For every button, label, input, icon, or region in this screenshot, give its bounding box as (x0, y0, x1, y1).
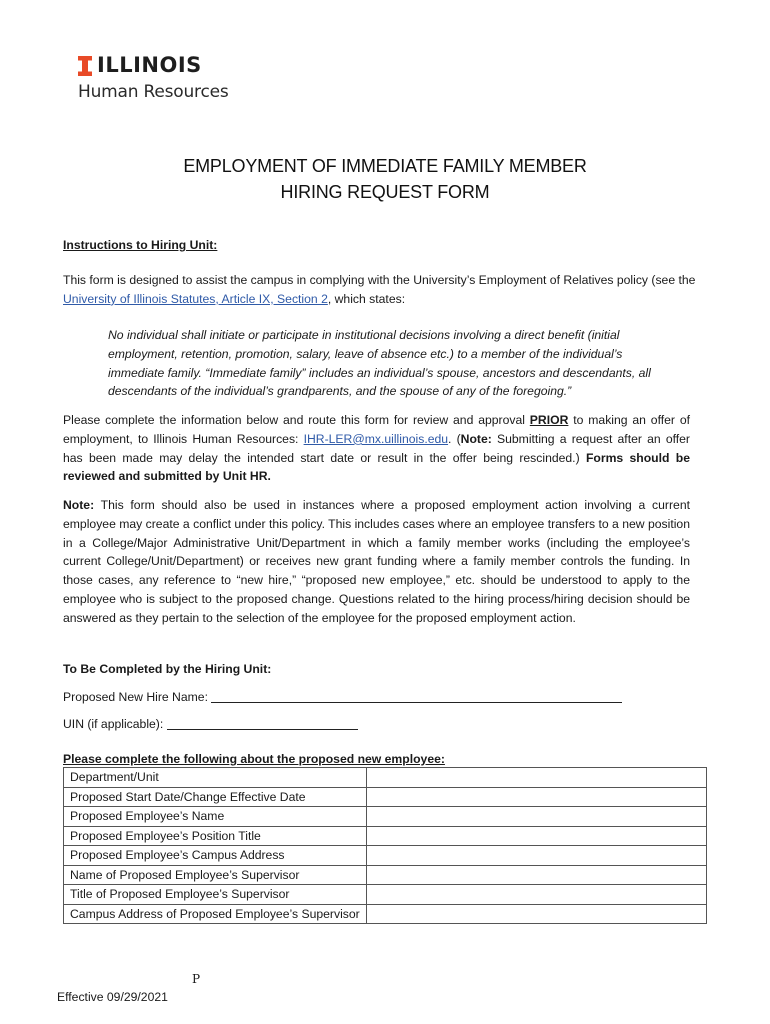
new-hire-name-row (63, 688, 690, 707)
row-value-cell[interactable] (367, 865, 707, 885)
row-value-cell[interactable] (367, 826, 707, 846)
row-value-cell[interactable] (367, 885, 707, 905)
block-i-icon (78, 56, 92, 76)
effective-date: Effective 09/29/2021 (57, 990, 168, 1004)
employee-info-table (63, 767, 707, 924)
intro-text-1: This form is designed to assist the campus in complying with the University’s Employment of Relatives policy (see the (63, 273, 696, 287)
policy-quote: No individual shall initiate or participate in institutional decisions involving a direct benefit (initial employment, retention, promotion, salary, leave of absence etc.) to a member of the individual’s immediate family. “Immediate family” includes an individual’s spouse, ancestors and descendants, all descendants of the individual’s grandparents, and the spouse of any of the foregoing.” (108, 328, 651, 399)
uin-label: UIN (if applicable): (63, 717, 167, 731)
new-hire-name-label: Proposed New Hire Name: (63, 690, 212, 704)
note-paragraph (63, 496, 690, 628)
footer-marker: P (192, 972, 201, 986)
routing-text-1: Please complete the information below and route this form for review and approval (63, 413, 530, 427)
table-row (64, 865, 707, 885)
table-row (64, 846, 707, 866)
statutes-link[interactable]: University of Illinois Statutes, Article IX, Section 2 (63, 291, 328, 306)
prior-emphasis: PRIOR (529, 413, 569, 427)
routing-bold-text: Forms should be reviewed and submitted by Unit HR. (63, 450, 690, 484)
row-value-cell[interactable] (367, 846, 707, 866)
row-value-cell[interactable] (367, 787, 707, 807)
note-text: This form should also be used in instances where a proposed employment action involving a current employee may create a conflict under this policy. This includes cases where an employee transfers to a new position in a College/Major Administrative Unit/Department in which a family member works (including the employee’s current College/Unit/Department) or receives new grant funding where a family member controls the funding. In those cases, any reference to “new hire,” “proposed new employee,” etc. should be understood to apply to the employee who is subject to the proposed change. Questions related to the hiring process/hiring decision should be answered as they pertain to the selection of the employee for the proposed employment action. (63, 498, 690, 625)
uin-row (63, 715, 690, 734)
row-label: Name of Proposed Employee’s Supervisor (64, 865, 367, 885)
row-label: Proposed Employee’s Name (64, 807, 367, 827)
row-value-cell[interactable] (367, 904, 707, 924)
intro-paragraph (63, 271, 703, 309)
table-row (64, 904, 707, 924)
logo-wordmark: ILLINOIS (97, 53, 202, 77)
form-title-line-1: EMPLOYMENT OF IMMEDIATE FAMILY MEMBER (183, 156, 587, 176)
table-row (64, 826, 707, 846)
row-label: Proposed Employee’s Campus Address (64, 846, 367, 866)
routing-text-2: to making an offer of employment, to Illinois Human Resources: (63, 413, 690, 446)
ihr-email-link[interactable]: IHR-LER@mx.uillinois.edu (303, 431, 449, 446)
row-label: Department/Unit (64, 768, 367, 788)
table-row (64, 807, 707, 827)
routing-text-3: . ( (448, 431, 461, 446)
routing-paragraph (63, 411, 690, 486)
table-heading: Please complete the following about the proposed new employee: (63, 752, 445, 766)
uin-field[interactable] (167, 716, 358, 730)
row-label: Campus Address of Proposed Employee’s Supervisor (64, 904, 367, 924)
form-title-line-2: HIRING REQUEST FORM (280, 182, 490, 202)
note-label: Note: (63, 498, 95, 512)
row-value-cell[interactable] (367, 807, 707, 827)
table-row (64, 885, 707, 905)
row-label: Proposed Start Date/Change Effective Date (64, 787, 367, 807)
routing-note-label: Note: (460, 431, 492, 446)
illinois-hr-logo (78, 55, 229, 102)
new-hire-name-field[interactable] (211, 689, 622, 703)
table-row (64, 768, 707, 788)
intro-text-2: , which states: (327, 291, 406, 306)
row-label: Title of Proposed Employee’s Supervisor (64, 885, 367, 905)
table-row (64, 787, 707, 807)
row-label: Proposed Employee’s Position Title (64, 826, 367, 846)
logo-subtitle: Human Resources (78, 82, 229, 102)
row-value-cell[interactable] (367, 768, 707, 788)
hiring-unit-heading: To Be Completed by the Hiring Unit: (63, 662, 272, 676)
routing-text-4: Submitting a request after an offer has been made may delay the intended start date or result in the offer being rescinded.) (63, 431, 690, 465)
instructions-heading: Instructions to Hiring Unit: (63, 238, 218, 252)
